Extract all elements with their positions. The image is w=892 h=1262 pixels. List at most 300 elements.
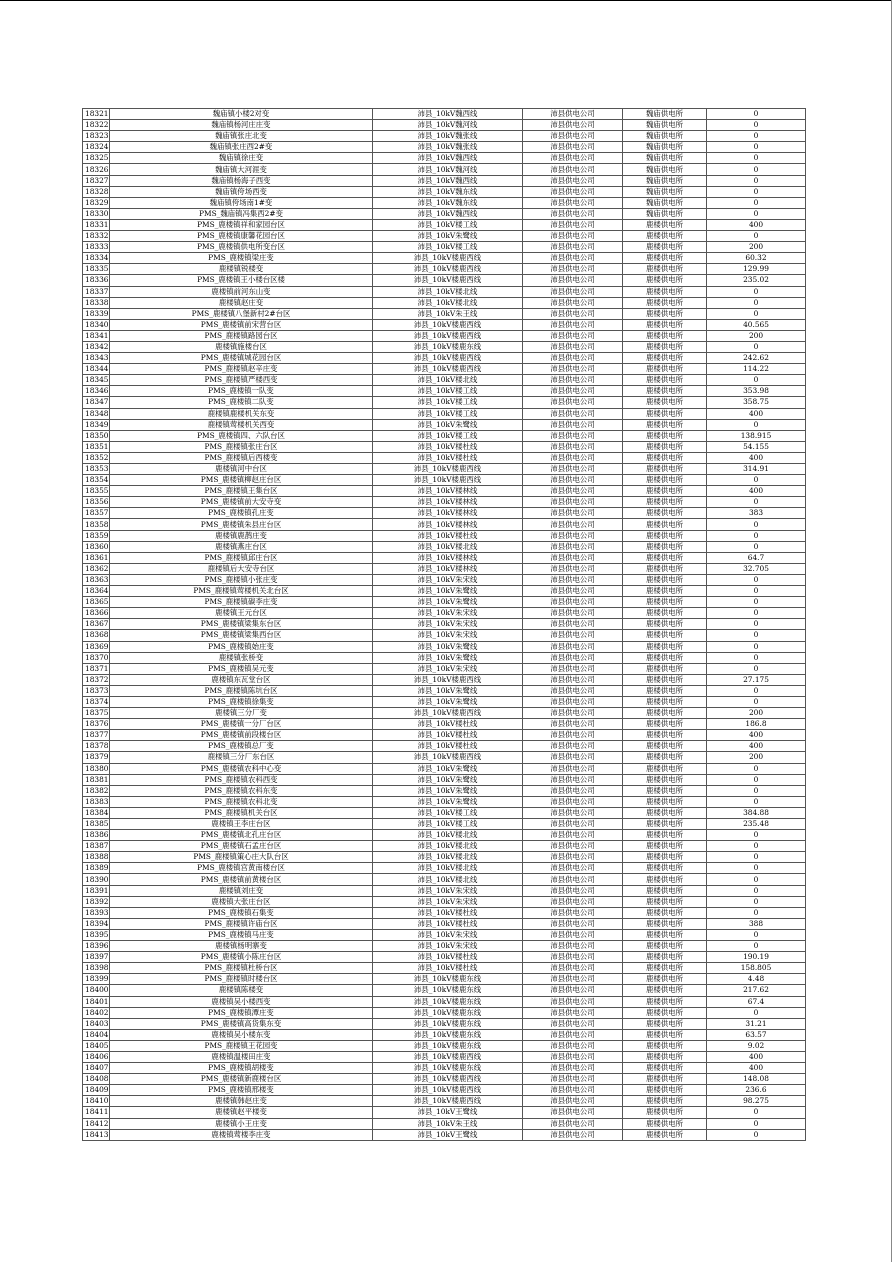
table-row xyxy=(83,375,806,386)
row-number: 18375 xyxy=(83,708,110,719)
feeder-line: 沛县_10kV楼工线 xyxy=(373,807,523,818)
feeder-line: 沛县_10kV楼鹿西线 xyxy=(373,1051,523,1062)
feeder-line: 沛县_10kV楼鹿西线 xyxy=(373,475,523,486)
row-number: 18405 xyxy=(83,1040,110,1051)
table-row xyxy=(83,297,806,308)
table-row xyxy=(83,929,806,940)
supply-office: 鹿楼供电所 xyxy=(623,841,707,852)
table-row xyxy=(83,719,806,730)
row-number: 18330 xyxy=(83,208,110,219)
supply-office: 鹿楼供电所 xyxy=(623,608,707,619)
station-name: 魏庙镇小楼2对变 xyxy=(110,109,373,120)
table-row xyxy=(83,109,806,120)
station-name: 鹿楼镇温楼田庄变 xyxy=(110,1051,373,1062)
table-row xyxy=(83,530,806,541)
supply-office: 魏庙供电所 xyxy=(623,197,707,208)
station-name: PMS_鹿楼镇陈坑台区 xyxy=(110,685,373,696)
supply-office: 鹿楼供电所 xyxy=(623,541,707,552)
station-name: PMS_鹿楼镇总厂变 xyxy=(110,741,373,752)
station-name: PMS_鹿楼镇二队变 xyxy=(110,397,373,408)
feeder-line: 沛县_10kV楼林线 xyxy=(373,508,523,519)
feeder-line: 沛县_10kV朱宋线 xyxy=(373,663,523,674)
capacity-value: 400 xyxy=(707,486,806,497)
row-number: 18392 xyxy=(83,896,110,907)
row-number: 18406 xyxy=(83,1051,110,1062)
station-name: PMS_鹿楼镇策心庄大队台区 xyxy=(110,852,373,863)
table-row xyxy=(83,1007,806,1018)
station-name: PMS_鹿楼镇柳赵庄台区 xyxy=(110,475,373,486)
table-row xyxy=(83,1129,806,1140)
feeder-line: 沛县_10kV楼工线 xyxy=(373,430,523,441)
feeder-line: 沛县_10kV楼鹿西线 xyxy=(373,1085,523,1096)
company: 沛县供电公司 xyxy=(523,475,623,486)
capacity-value: 9.02 xyxy=(707,1040,806,1051)
row-number: 18336 xyxy=(83,275,110,286)
feeder-line: 沛县_10kV朱鹭线 xyxy=(373,652,523,663)
row-number: 18385 xyxy=(83,819,110,830)
row-number: 18393 xyxy=(83,907,110,918)
row-number: 18408 xyxy=(83,1074,110,1085)
company: 沛县供电公司 xyxy=(523,563,623,574)
table-row xyxy=(83,441,806,452)
supply-office: 鹿楼供电所 xyxy=(623,1018,707,1029)
capacity-value: 0 xyxy=(707,785,806,796)
feeder-line: 沛县_10kV魏张线 xyxy=(373,131,523,142)
company: 沛县供电公司 xyxy=(523,863,623,874)
company: 沛县供电公司 xyxy=(523,807,623,818)
capacity-value: 0 xyxy=(707,286,806,297)
company: 沛县供电公司 xyxy=(523,397,623,408)
company: 沛县供电公司 xyxy=(523,386,623,397)
station-name: 魏庙镇张庄西2#变 xyxy=(110,142,373,153)
capacity-value: 0 xyxy=(707,1129,806,1140)
company: 沛县供电公司 xyxy=(523,497,623,508)
station-name: 鹿楼镇莺楼机关西变 xyxy=(110,419,373,430)
capacity-value: 400 xyxy=(707,1063,806,1074)
capacity-value: 235.48 xyxy=(707,819,806,830)
table-row xyxy=(83,408,806,419)
row-number: 18353 xyxy=(83,464,110,475)
company: 沛县供电公司 xyxy=(523,308,623,319)
supply-office: 鹿楼供电所 xyxy=(623,807,707,818)
company: 沛县供电公司 xyxy=(523,996,623,1007)
row-number: 18343 xyxy=(83,353,110,364)
company: 沛县供电公司 xyxy=(523,974,623,985)
row-number: 18381 xyxy=(83,774,110,785)
capacity-value: 0 xyxy=(707,297,806,308)
station-name: PMS_鹿楼镇康馨花园台区 xyxy=(110,231,373,242)
supply-office: 鹿楼供电所 xyxy=(623,918,707,929)
feeder-line: 沛县_10kV魏东线 xyxy=(373,197,523,208)
feeder-line: 沛县_10kV楼林线 xyxy=(373,519,523,530)
supply-office: 鹿楼供电所 xyxy=(623,907,707,918)
row-number: 18400 xyxy=(83,985,110,996)
station-name: 鹿楼镇刘庄变 xyxy=(110,885,373,896)
row-number: 18360 xyxy=(83,541,110,552)
capacity-value: 0 xyxy=(707,530,806,541)
capacity-value: 0 xyxy=(707,186,806,197)
supply-office: 鹿楼供电所 xyxy=(623,941,707,952)
feeder-line: 沛县_10kV楼杜线 xyxy=(373,952,523,963)
company: 沛县供电公司 xyxy=(523,452,623,463)
row-number: 18399 xyxy=(83,974,110,985)
row-number: 18412 xyxy=(83,1118,110,1129)
supply-office: 鹿楼供电所 xyxy=(623,375,707,386)
capacity-value: 67.4 xyxy=(707,996,806,1007)
feeder-line: 沛县_10kV楼杜线 xyxy=(373,918,523,929)
capacity-value: 0 xyxy=(707,1107,806,1118)
feeder-line: 沛县_10kV楼鹿东线 xyxy=(373,1007,523,1018)
company: 沛县供电公司 xyxy=(523,586,623,597)
station-name: PMS_鹿楼镇马庄变 xyxy=(110,929,373,940)
row-number: 18347 xyxy=(83,397,110,408)
supply-office: 鹿楼供电所 xyxy=(623,253,707,264)
capacity-value: 200 xyxy=(707,242,806,253)
company: 沛县供电公司 xyxy=(523,186,623,197)
feeder-line: 沛县_10kV魏西线 xyxy=(373,109,523,120)
capacity-value: 0 xyxy=(707,231,806,242)
company: 沛县供电公司 xyxy=(523,708,623,719)
table-row xyxy=(83,197,806,208)
capacity-value: 0 xyxy=(707,341,806,352)
table-row xyxy=(83,486,806,497)
table-row xyxy=(83,941,806,952)
row-number: 18402 xyxy=(83,1007,110,1018)
capacity-value: 0 xyxy=(707,830,806,841)
feeder-line: 沛县_10kV楼鹿东线 xyxy=(373,985,523,996)
table-row xyxy=(83,896,806,907)
row-number: 18345 xyxy=(83,375,110,386)
station-name: 鹿楼镇赵平楼变 xyxy=(110,1107,373,1118)
feeder-line: 沛县_10kV楼鹿西线 xyxy=(373,275,523,286)
station-name: PMS_鹿楼镇小陈庄台区 xyxy=(110,952,373,963)
supply-office: 鹿楼供电所 xyxy=(623,341,707,352)
row-number: 18377 xyxy=(83,730,110,741)
company: 沛县供电公司 xyxy=(523,552,623,563)
company: 沛县供电公司 xyxy=(523,597,623,608)
supply-office: 鹿楼供电所 xyxy=(623,497,707,508)
supply-office: 鹿楼供电所 xyxy=(623,830,707,841)
feeder-line: 沛县_10kV朱王线 xyxy=(373,308,523,319)
station-name: PMS_鹿楼镇梁庄变 xyxy=(110,253,373,264)
feeder-line: 沛县_10kV王鹭线 xyxy=(373,1129,523,1140)
company: 沛县供电公司 xyxy=(523,696,623,707)
supply-office: 鹿楼供电所 xyxy=(623,574,707,585)
station-name: 鹿楼镇三分厂东台区 xyxy=(110,752,373,763)
feeder-line: 沛县_10kV楼杜线 xyxy=(373,730,523,741)
feeder-line: 沛县_10kV楼鹿东线 xyxy=(373,1018,523,1029)
station-name: PMS_鹿楼镇杜桥台区 xyxy=(110,963,373,974)
station-name: 魏庙镇杨河庄庄变 xyxy=(110,120,373,131)
capacity-value: 0 xyxy=(707,907,806,918)
company: 沛县供电公司 xyxy=(523,286,623,297)
feeder-line: 沛县_10kV楼鹿西线 xyxy=(373,464,523,475)
supply-office: 鹿楼供电所 xyxy=(623,1096,707,1107)
table-row xyxy=(83,364,806,375)
station-name: 鹿楼镇三分厂变 xyxy=(110,708,373,719)
row-number: 18329 xyxy=(83,197,110,208)
supply-office: 鹿楼供电所 xyxy=(623,1074,707,1085)
table-row xyxy=(83,807,806,818)
row-number: 18367 xyxy=(83,619,110,630)
company: 沛县供电公司 xyxy=(523,219,623,230)
supply-office: 鹿楼供电所 xyxy=(623,430,707,441)
table-row xyxy=(83,1107,806,1118)
table-row xyxy=(83,630,806,641)
row-number: 18404 xyxy=(83,1029,110,1040)
capacity-value: 0 xyxy=(707,109,806,120)
station-name: PMS_鹿楼镇前黄楼台区 xyxy=(110,874,373,885)
company: 沛县供电公司 xyxy=(523,685,623,696)
supply-office: 鹿楼供电所 xyxy=(623,552,707,563)
capacity-value: 98.275 xyxy=(707,1096,806,1107)
feeder-line: 沛县_10kV楼鹿西线 xyxy=(373,319,523,330)
page-top-rule xyxy=(0,0,892,1)
capacity-value: 0 xyxy=(707,863,806,874)
capacity-value: 0 xyxy=(707,175,806,186)
company: 沛县供电公司 xyxy=(523,830,623,841)
row-number: 18387 xyxy=(83,841,110,852)
feeder-line: 沛县_10kV楼北线 xyxy=(373,541,523,552)
feeder-line: 沛县_10kV楼杜线 xyxy=(373,741,523,752)
station-name: PMS_鹿楼镇邢楼变 xyxy=(110,1085,373,1096)
feeder-line: 沛县_10kV楼杜线 xyxy=(373,907,523,918)
station-name: PMS_鹿楼镇时楼台区 xyxy=(110,974,373,985)
capacity-value: 0 xyxy=(707,608,806,619)
company: 沛县供电公司 xyxy=(523,297,623,308)
row-number: 18382 xyxy=(83,785,110,796)
supply-office: 鹿楼供电所 xyxy=(623,1107,707,1118)
table-row xyxy=(83,819,806,830)
station-name: 魏庙镇侉场西变 xyxy=(110,186,373,197)
row-number: 18322 xyxy=(83,120,110,131)
capacity-value: 0 xyxy=(707,597,806,608)
row-number: 18374 xyxy=(83,696,110,707)
station-name: 鹿楼镇东瓦堂台区 xyxy=(110,674,373,685)
table-row xyxy=(83,752,806,763)
table-row xyxy=(83,1074,806,1085)
capacity-value: 64.7 xyxy=(707,552,806,563)
feeder-line: 沛县_10kV朱宋线 xyxy=(373,885,523,896)
feeder-line: 沛县_10kV楼北线 xyxy=(373,863,523,874)
station-name: PMS_鹿楼镇前大安寺变 xyxy=(110,497,373,508)
row-number: 18394 xyxy=(83,918,110,929)
station-name: PMS_鹿楼镇一分厂台区 xyxy=(110,719,373,730)
row-number: 18344 xyxy=(83,364,110,375)
feeder-line: 沛县_10kV魏河线 xyxy=(373,164,523,175)
feeder-line: 沛县_10kV楼鹿东线 xyxy=(373,1040,523,1051)
company: 沛县供电公司 xyxy=(523,1129,623,1140)
station-name: PMS_鹿楼镇王集台区 xyxy=(110,486,373,497)
feeder-line: 沛县_10kV楼鹿西线 xyxy=(373,330,523,341)
row-number: 18388 xyxy=(83,852,110,863)
row-number: 18361 xyxy=(83,552,110,563)
company: 沛县供电公司 xyxy=(523,153,623,164)
table-row xyxy=(83,286,806,297)
feeder-line: 沛县_10kV楼林线 xyxy=(373,563,523,574)
company: 沛县供电公司 xyxy=(523,175,623,186)
supply-office: 鹿楼供电所 xyxy=(623,519,707,530)
supply-office: 魏庙供电所 xyxy=(623,109,707,120)
company: 沛县供电公司 xyxy=(523,841,623,852)
feeder-line: 沛县_10kV楼鹿东线 xyxy=(373,996,523,1007)
supply-office: 鹿楼供电所 xyxy=(623,985,707,996)
station-name: 鹿楼镇张桥变 xyxy=(110,652,373,663)
row-number: 18369 xyxy=(83,641,110,652)
company: 沛县供电公司 xyxy=(523,1018,623,1029)
station-name: 魏庙镇徐庄变 xyxy=(110,153,373,164)
station-name: PMS_鹿楼镇八堡新村2#台区 xyxy=(110,308,373,319)
feeder-line: 沛县_10kV魏西线 xyxy=(373,208,523,219)
feeder-line: 沛县_10kV朱鹭线 xyxy=(373,231,523,242)
table-row xyxy=(83,652,806,663)
company: 沛县供电公司 xyxy=(523,752,623,763)
table-row xyxy=(83,574,806,585)
table-row xyxy=(83,153,806,164)
row-number: 18386 xyxy=(83,830,110,841)
supply-office: 鹿楼供电所 xyxy=(623,563,707,574)
company: 沛县供电公司 xyxy=(523,164,623,175)
table-row xyxy=(83,685,806,696)
capacity-value: 388 xyxy=(707,918,806,929)
capacity-value: 0 xyxy=(707,519,806,530)
capacity-value: 0 xyxy=(707,663,806,674)
supply-office: 鹿楼供电所 xyxy=(623,708,707,719)
row-number: 18358 xyxy=(83,519,110,530)
company: 沛县供电公司 xyxy=(523,774,623,785)
supply-office: 鹿楼供电所 xyxy=(623,586,707,597)
capacity-value: 383 xyxy=(707,508,806,519)
capacity-value: 31.21 xyxy=(707,1018,806,1029)
feeder-line: 沛县_10kV朱鹭线 xyxy=(373,685,523,696)
supply-office: 鹿楼供电所 xyxy=(623,785,707,796)
table-row xyxy=(83,475,806,486)
capacity-value: 190.19 xyxy=(707,952,806,963)
company: 沛县供电公司 xyxy=(523,652,623,663)
supply-office: 鹿楼供电所 xyxy=(623,674,707,685)
table-row xyxy=(83,874,806,885)
supply-office: 鹿楼供电所 xyxy=(623,852,707,863)
company: 沛县供电公司 xyxy=(523,419,623,430)
table-row xyxy=(83,785,806,796)
company: 沛县供电公司 xyxy=(523,530,623,541)
table-row xyxy=(83,1085,806,1096)
company: 沛县供电公司 xyxy=(523,319,623,330)
company: 沛县供电公司 xyxy=(523,763,623,774)
table-row xyxy=(83,386,806,397)
capacity-value: 0 xyxy=(707,763,806,774)
row-number: 18368 xyxy=(83,630,110,641)
table-row xyxy=(83,231,806,242)
supply-office: 鹿楼供电所 xyxy=(623,774,707,785)
capacity-value: 0 xyxy=(707,375,806,386)
feeder-line: 沛县_10kV朱鹭线 xyxy=(373,586,523,597)
station-name: PMS_鹿楼镇城花园台区 xyxy=(110,353,373,364)
company: 沛县供电公司 xyxy=(523,885,623,896)
company: 沛县供电公司 xyxy=(523,519,623,530)
feeder-line: 沛县_10kV楼鹿西线 xyxy=(373,674,523,685)
row-number: 18390 xyxy=(83,874,110,885)
row-number: 18332 xyxy=(83,231,110,242)
feeder-line: 沛县_10kV朱宋线 xyxy=(373,896,523,907)
table-row xyxy=(83,1063,806,1074)
company: 沛县供电公司 xyxy=(523,109,623,120)
row-number: 18401 xyxy=(83,996,110,1007)
capacity-value: 200 xyxy=(707,752,806,763)
station-name: 魏庙镇大河涯变 xyxy=(110,164,373,175)
supply-office: 鹿楼供电所 xyxy=(623,996,707,1007)
company: 沛县供电公司 xyxy=(523,608,623,619)
feeder-line: 沛县_10kV楼鹿西线 xyxy=(373,264,523,275)
row-number: 18389 xyxy=(83,863,110,874)
capacity-value: 0 xyxy=(707,586,806,597)
row-number: 18351 xyxy=(83,441,110,452)
feeder-line: 沛县_10kV朱鹭线 xyxy=(373,419,523,430)
station-name: PMS_鹿楼镇前宋营台区 xyxy=(110,319,373,330)
capacity-value: 0 xyxy=(707,153,806,164)
row-number: 18372 xyxy=(83,674,110,685)
capacity-value: 0 xyxy=(707,574,806,585)
table-row xyxy=(83,674,806,685)
company: 沛县供电公司 xyxy=(523,1063,623,1074)
station-name: 鹿楼镇小王庄变 xyxy=(110,1118,373,1129)
feeder-line: 沛县_10kV楼杜线 xyxy=(373,452,523,463)
row-number: 18326 xyxy=(83,164,110,175)
capacity-value: 0 xyxy=(707,885,806,896)
table-row xyxy=(83,597,806,608)
company: 沛县供电公司 xyxy=(523,1029,623,1040)
company: 沛县供电公司 xyxy=(523,375,623,386)
feeder-line: 沛县_10kV楼鹿东线 xyxy=(373,341,523,352)
feeder-line: 沛县_10kV朱宋线 xyxy=(373,574,523,585)
station-name: 鹿楼镇施楼台区 xyxy=(110,341,373,352)
feeder-line: 沛县_10kV楼鹿西线 xyxy=(373,1074,523,1085)
capacity-value: 235.02 xyxy=(707,275,806,286)
supply-office: 鹿楼供电所 xyxy=(623,730,707,741)
company: 沛县供电公司 xyxy=(523,630,623,641)
supply-office: 鹿楼供电所 xyxy=(623,719,707,730)
row-number: 18357 xyxy=(83,508,110,519)
row-number: 18354 xyxy=(83,475,110,486)
table-row xyxy=(83,1051,806,1062)
capacity-value: 40.565 xyxy=(707,319,806,330)
supply-office: 鹿楼供电所 xyxy=(623,696,707,707)
table-row xyxy=(83,841,806,852)
feeder-line: 沛县_10kV朱宋线 xyxy=(373,941,523,952)
supply-office: 鹿楼供电所 xyxy=(623,441,707,452)
capacity-value: 0 xyxy=(707,774,806,785)
row-number: 18323 xyxy=(83,131,110,142)
station-name: PMS_鹿楼镇吴元变 xyxy=(110,663,373,674)
table-row xyxy=(83,863,806,874)
station-name: 鹿楼镇吴小楼西变 xyxy=(110,996,373,1007)
station-name: PMS_鹿楼镇孔庄变 xyxy=(110,508,373,519)
company: 沛县供电公司 xyxy=(523,464,623,475)
table-row xyxy=(83,774,806,785)
row-number: 18411 xyxy=(83,1107,110,1118)
company: 沛县供电公司 xyxy=(523,1096,623,1107)
feeder-line: 沛县_10kV朱鹭线 xyxy=(373,696,523,707)
station-name: 鹿楼镇鹿楼机关东变 xyxy=(110,408,373,419)
row-number: 18371 xyxy=(83,663,110,674)
capacity-value: 148.08 xyxy=(707,1074,806,1085)
row-number: 18321 xyxy=(83,109,110,120)
station-name: PMS_鹿楼镇许庙台区 xyxy=(110,918,373,929)
capacity-value: 0 xyxy=(707,874,806,885)
row-number: 18413 xyxy=(83,1129,110,1140)
feeder-line: 沛县_10kV朱鹭线 xyxy=(373,796,523,807)
row-number: 18364 xyxy=(83,586,110,597)
